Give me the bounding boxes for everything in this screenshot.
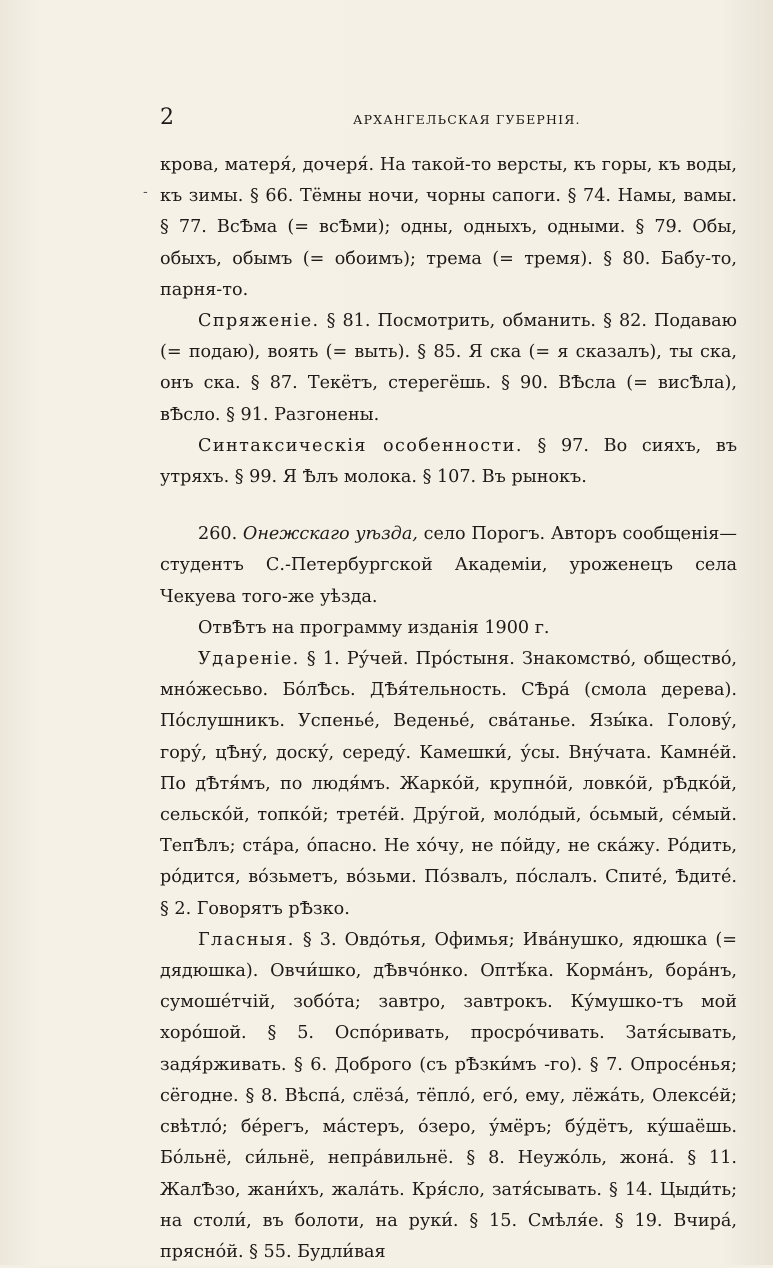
section-text: § 97. Во сияхъ, въ утряхъ. § 99. Я Ѣлъ молока. § 107. Въ рынокъ. (160, 435, 738, 488)
page-body (160, 150, 737, 1268)
entry-uezd: Онежскаго уѣзда, (242, 524, 418, 545)
page-number: 2 (160, 105, 174, 130)
text-line: обыхъ, обымъ (= обоимъ); трема (= тремя). § 80. Бабу-то, (160, 248, 737, 269)
section-text: § 1. Ру́чей. Про́стыня. Знакомство́, общество́, мно́жесьво. Бо́лѢсь. ДѢя́тельность. СѢра́ (смола дерева). По́слушникъ. Успенье́, Веденье́, сва́танье. Язы́ка. Голову́, гору́, цѢну́, доску́, середу́. Камешки́, у́сы. Вну́чата. Камне́й. По дѢтя́мъ, по людя́мъ. Жарко́й, крупно́й, ловко́й, рѢдко́й, сельско́й, топко́й; трете́й. Дру́гой, моло́дый, о́сьмый, се́мый. ТепѢлъ; ста́ра, о́пасно. Не хо́чу, не по́йду, не ска́жу. Ро́дить, ро́дится, во́зьметъ, во́зьми. По́звалъ, по́слалъ. Спите́, Ѣдите́. § 2. Говорятъ рѢзко. (160, 649, 738, 919)
section-heading: Удареніе. (198, 649, 300, 670)
entry-text: село Порогъ. Авторъ сообщенія— студентъ С.-Петербургской Академіи, уроженецъ села Чекуева того-же уѣзда. (160, 524, 737, 607)
paragraph-continued (160, 150, 737, 306)
section-heading: Синтаксическія особенности. (198, 435, 523, 456)
running-title: АРХАНГЕЛЬСКАЯ ГУБЕРНІЯ. (353, 112, 581, 127)
text-line: къ зимы. § 66. Тёмны ночи, чорны сапоги. § 74. Намы, вамы. (160, 186, 737, 207)
section-gap (160, 493, 737, 519)
paragraph-entry-260 (160, 519, 737, 613)
section-heading: Гласныя. (198, 929, 295, 950)
section-heading: Спряженіе. (198, 311, 320, 332)
margin-mark: - (143, 184, 148, 200)
text-line: § 77. ВсѢма (= всѢми); одны, одныхъ, одными. § 79. Обы, (160, 217, 737, 238)
paragraph-vowels (160, 925, 737, 1268)
section-text: § 81. Посмотрить, обманить. § 82. Подаваю (= подаю), воять (= выть). § 85. Я ска (= я сказалъ), ты ска, онъ ска. § 87. Текётъ, стерегёшь. § 90. ВѢсла (= висѢла), вѢсло. § 91. Разгонены. (160, 311, 737, 425)
text-line: крова, матеря́, дочеря́. На такой-то версты, къ горы, къ воды, (160, 155, 737, 175)
page-header (160, 104, 737, 134)
paragraph-conjugation (160, 306, 737, 431)
paragraph-syntax (160, 431, 737, 493)
section-text: § 3. Овдо́тья, Офимья; Ива́нушко, ядюшка (= дядюшка). Овчи́шко, дѢвчо́нко. Оптѣ́ка. Корма́нъ, бора́нъ, сумоше́тчій, зобо́та; завтро, завтрокъ. Ку́мушко-тъ мой хоро́шой. § 5. Оспо́ривать, просро́чивать. Затя́сывать, задя́рживать. § 6. Доброго (съ рѢзки́мъ -го). § 7. Опросе́нья; сёгодне. § 8. Вѣспа́, слёза́, тёпло́, его́, ему, лёжа́ть, Олексе́й; свѣтло́; бе́регъ, ма́стеръ, о́зеро, у́мёръ; бу́дётъ, ку́шаёшь. Бо́льнё, си́льнё, непра́вильнё. § 8. Неужо́ль, жона́. § 11. ЖалѢзо, жани́хъ, жала́ть. Кря́сло, затя́сывать. § 14. Цыди́ть; на столи́, въ болоти, на руки́. § 15. Смѣля́е. § 19. Вчира́, прясно́й. § 55. Будли́вая (160, 929, 737, 1262)
entry-number: 260. (198, 524, 238, 545)
answer-line: ОтвѢтъ на программу изданія 1900 г. (198, 617, 550, 638)
paragraph-stress (160, 644, 737, 925)
text-line: парня-то. (160, 279, 249, 300)
paragraph-answer (160, 613, 737, 644)
